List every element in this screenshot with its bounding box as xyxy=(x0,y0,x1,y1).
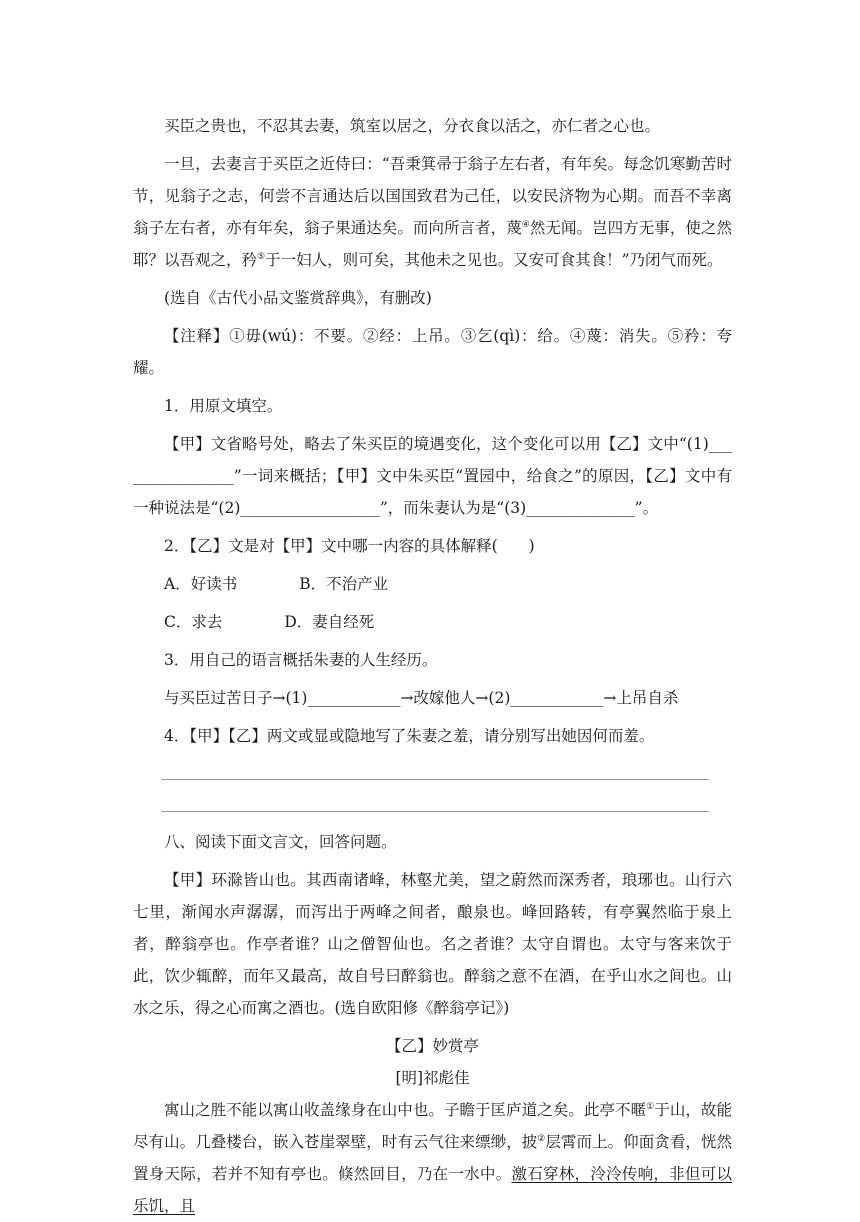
answer-line[interactable] xyxy=(161,778,709,780)
footnote-mark: ⑤ xyxy=(257,251,266,262)
passage-yi-author: [明]祁彪佳 xyxy=(395,1069,470,1087)
question-3-body: 与买臣过苦日子→(1)____________→改嫁他人→(2)____________→上吊自杀 xyxy=(164,689,679,707)
source-citation: (选自《古代小品文鉴赏辞典》，有删改) xyxy=(164,289,432,307)
passage-yi-title: 【乙】妙赏亭 xyxy=(385,1037,479,1055)
notes: 【注释】①毋(wú)：不要。②经：上吊。③乞(qì)：给。④蔑：消失。⑤矜：夸耀。 xyxy=(133,327,732,377)
question-2-option-ab: A．好读书 B．不治产业 xyxy=(164,575,389,593)
question-2-title: 2．【乙】文是对【甲】文中哪一内容的具体解释( ) xyxy=(164,537,535,555)
passage-yi: 寓山之胜不能以寓山收盖缘身在山中也。子瞻于匡庐道之矣。此亭不暱①于山，故能尽有山。几叠楼台，嵌入苍崖翠壁，时有云气往来缥缈，披②层霄而上。仰面贪看，恍然置身天际，若并不知有亭也。倏然回目，乃在一水中。激石穿林，泠泠传响，非但可以乐饥，且 xyxy=(133,1101,732,1215)
question-2-option-cd: C．求去 D．妻自经死 xyxy=(164,613,375,631)
paragraph: 买臣之贵也，不忍其去妻，筑室以居之，分衣食以活之，亦仁者之心也。 xyxy=(164,117,661,135)
footnote-mark: ④ xyxy=(521,219,530,230)
paragraph: 一旦，去妻言于买臣之近侍曰：“吾秉箕帚于翁子左右者，有年矣。每念饥寒勤苦时节，见翁子之志，何尝不言通达后以国国致君为己任，以安民济物为心期。而吾不幸离翁子左右者，亦有年矣，翁子果通达矣。而向所言者，蔑④然无闻。岂四方无事，使之然耶？以吾观之，矜⑤于一妇人，则可矣，其他未之见也。又安可食其食！”乃闭气而死。 xyxy=(133,155,732,269)
passage-jia: 【甲】环滁皆山也。其西南诸峰，林壑尤美，望之蔚然而深秀者，琅琊也。山行六七里，渐闻水声潺潺，而泻出于两峰之间者，酿泉也。峰回路转，有亭翼然临于泉上者，醉翁亭也。作亭者谁？山之僧智仙也。名之者谁？太守自谓也。太守与客来饮于此，饮少辄醉，而年又最高，故自号曰醉翁也。醉翁之意不在酒，在乎山水之间也。山水之乐，得之心而寓之酒也。(选自欧阳修《醉翁亭记》) xyxy=(133,871,732,1017)
section-8-heading: 八、阅读下面文言文，回答问题。 xyxy=(164,833,397,851)
underlined-sentence: 激石穿林，泠泠传响，非但可以乐饥，且 xyxy=(133,1165,732,1215)
footnote-mark: ① xyxy=(646,1101,655,1112)
question-1-title: 1．用原文填空。 xyxy=(164,397,283,415)
footnote-mark: ② xyxy=(537,1133,546,1144)
question-3-title: 3．用自己的语言概括朱妻的人生经历。 xyxy=(164,651,438,669)
question-1-body: 【甲】文省略号处，略去了朱买臣的境遇变化，这个变化可以用【乙】文中“(1)________________”一词来概括；【甲】文中朱买臣“置园中，给食之”的原因，【乙】文中有一种说法是“(2)__________________”，而朱妻认为是“(3)______________”。 xyxy=(133,435,732,517)
question-4-title: 4．【甲】【乙】两文或显或隐地写了朱妻之羞，请分别写出她因何而羞。 xyxy=(164,727,655,745)
